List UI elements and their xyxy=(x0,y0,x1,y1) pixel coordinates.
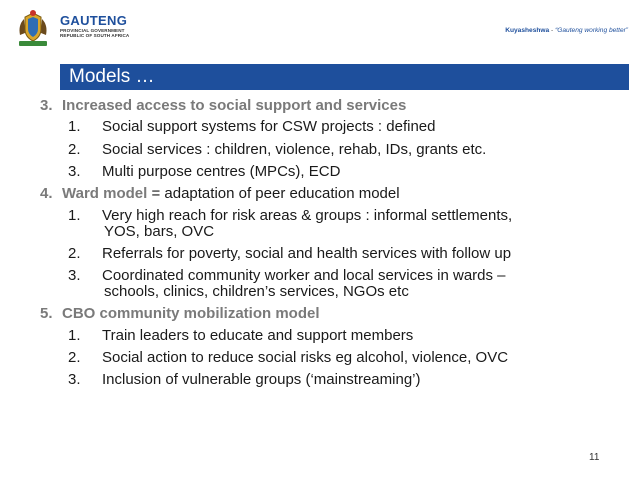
slide-title: Models … xyxy=(69,66,155,87)
list-number: 2. xyxy=(68,245,81,262)
list-item xyxy=(68,245,511,262)
brand-subtitle-1: PROVINCIAL GOVERNMENT xyxy=(60,28,125,33)
list-text: CBO community mobilization model xyxy=(62,305,320,322)
list-text: Increased access to social support and services xyxy=(62,97,407,114)
slogan-text: “Gauteng working better” xyxy=(555,27,628,34)
list-text: Social support systems for CSW projects : defined xyxy=(102,118,436,135)
list-text: Coordinated community worker and local services in wards – xyxy=(102,267,506,284)
slogan-separator: - xyxy=(549,27,556,34)
list-text: Very high reach for risk areas & groups : informal settlements, xyxy=(102,207,513,224)
list-item xyxy=(68,327,413,344)
list-text: Train leaders to educate and support members xyxy=(102,327,414,344)
section-heading xyxy=(40,305,320,322)
list-item xyxy=(68,371,421,388)
list-text: Multi purpose centres (MPCs), ECD xyxy=(102,163,341,180)
list-number: 4. xyxy=(40,185,53,202)
list-text: Social services : children, violence, rehab, IDs, grants etc. xyxy=(102,141,487,158)
page-number: 11 xyxy=(589,452,600,463)
list-text: Social action to reduce social risks eg alcohol, violence, OVC xyxy=(102,349,509,366)
list-item-continuation: YOS, bars, OVC xyxy=(104,223,215,240)
list-number: 5. xyxy=(40,305,53,322)
list-item xyxy=(68,349,508,366)
list-item-continuation: schools, clinics, children’s services, NGOs etc xyxy=(104,283,409,300)
list-number: 3. xyxy=(68,163,81,180)
list-number: 3. xyxy=(40,97,53,114)
list-item xyxy=(68,163,340,180)
list-item xyxy=(68,207,512,224)
list-number: 1. xyxy=(68,118,81,135)
list-text: Referrals for poverty, social and health services with follow up xyxy=(102,245,512,262)
slogan-name: Kuyasheshwa xyxy=(505,27,550,34)
list-text: Inclusion of vulnerable groups (‘mainstreaming’) xyxy=(102,371,421,388)
brand-name: GAUTENG xyxy=(60,13,128,28)
list-number: 3. xyxy=(68,371,81,388)
list-text-bold: Ward model xyxy=(62,185,148,202)
list-number: 2. xyxy=(68,349,81,366)
section-heading xyxy=(40,97,406,114)
list-number: 3. xyxy=(68,267,81,284)
brand-subtitle-2: REPUBLIC OF SOUTH AFRICA xyxy=(60,33,130,39)
list-text: = adaptation of peer education model xyxy=(147,185,400,202)
section-heading xyxy=(40,185,400,202)
list-number: 2. xyxy=(68,141,81,158)
list-item xyxy=(68,118,435,135)
list-number: 1. xyxy=(68,207,81,224)
list-item xyxy=(68,141,486,158)
list-number: 1. xyxy=(68,327,81,344)
list-item xyxy=(68,267,506,284)
